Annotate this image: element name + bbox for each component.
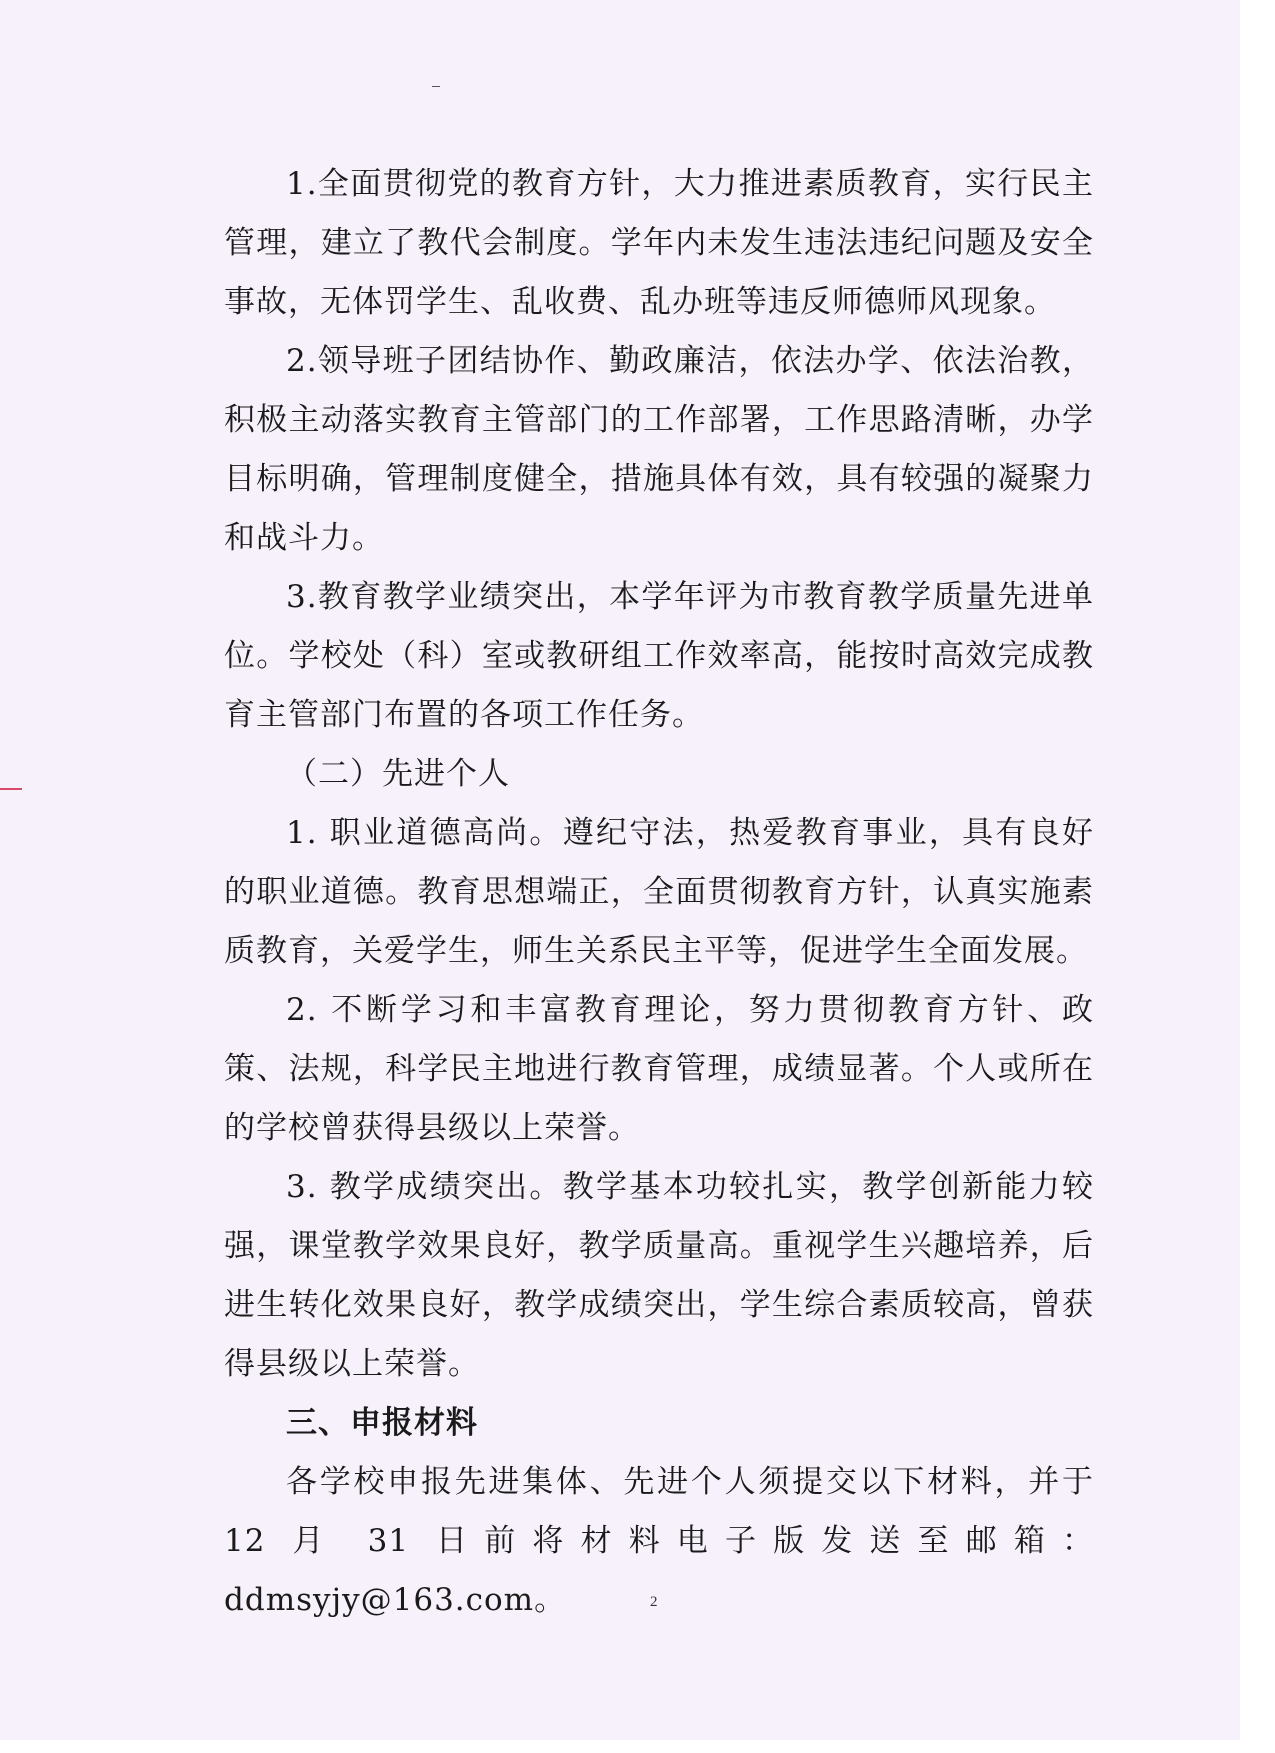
paragraph-materials: 各学校申报先进集体、先进个人须提交以下材料，并于 12 月 31 日前将材料电子版发送至邮箱：ddmsyjy@163.com。 [224,1464,1094,1618]
paragraph-individual-1: 1. 职业道德高尚。遵纪守法，热爱教育事业，具有良好的职业道德。教育思想端正，全面贯彻教育方针，认真实施素质教育，关爱学生，师生关系民主平等，促进学生全面发展。 [224,815,1094,969]
section-subheading-individual: （二）先进个人 [286,756,510,792]
scan-mark-left [0,788,22,790]
page-number: 2 [650,1594,658,1610]
document-body [224,155,1094,1630]
paragraph-individual-2: 2. 不断学习和丰富教育理论，努力贯彻教育方针、政策、法规，科学民主地进行教育管理，成绩显著。个人或所在的学校曾获得县级以上荣誉。 [224,992,1094,1146]
paragraph-collective-1: 1.全面贯彻党的教育方针，大力推进素质教育，实行民主管理，建立了教代会制度。学年内未发生违法违纪问题及安全事故，无体罚学生、乱收费、乱办班等违反师德师风现象。 [224,166,1094,320]
scan-mark [432,86,440,87]
paragraph-collective-3: 3.教育教学业绩突出，本学年评为市教育教学质量先进单位。学校处（科）室或教研组工作效率高，能按时高效完成教育主管部门布置的各项工作任务。 [224,579,1094,733]
paragraph-collective-2: 2.领导班子团结协作、勤政廉洁，依法办学、依法治教，积极主动落实教育主管部门的工作部署，工作思路清晰，办学目标明确，管理制度健全，措施具体有效，具有较强的凝聚力和战斗力。 [224,343,1094,556]
paragraph-individual-3: 3. 教学成绩突出。教学基本功较扎实，教学创新能力较强，课堂教学效果良好，教学质量高。重视学生兴趣培养，后进生转化效果良好，教学成绩突出，学生综合素质较高，曾获得县级以上荣誉。 [224,1169,1094,1382]
section-heading-materials: 三、申报材料 [286,1405,478,1441]
